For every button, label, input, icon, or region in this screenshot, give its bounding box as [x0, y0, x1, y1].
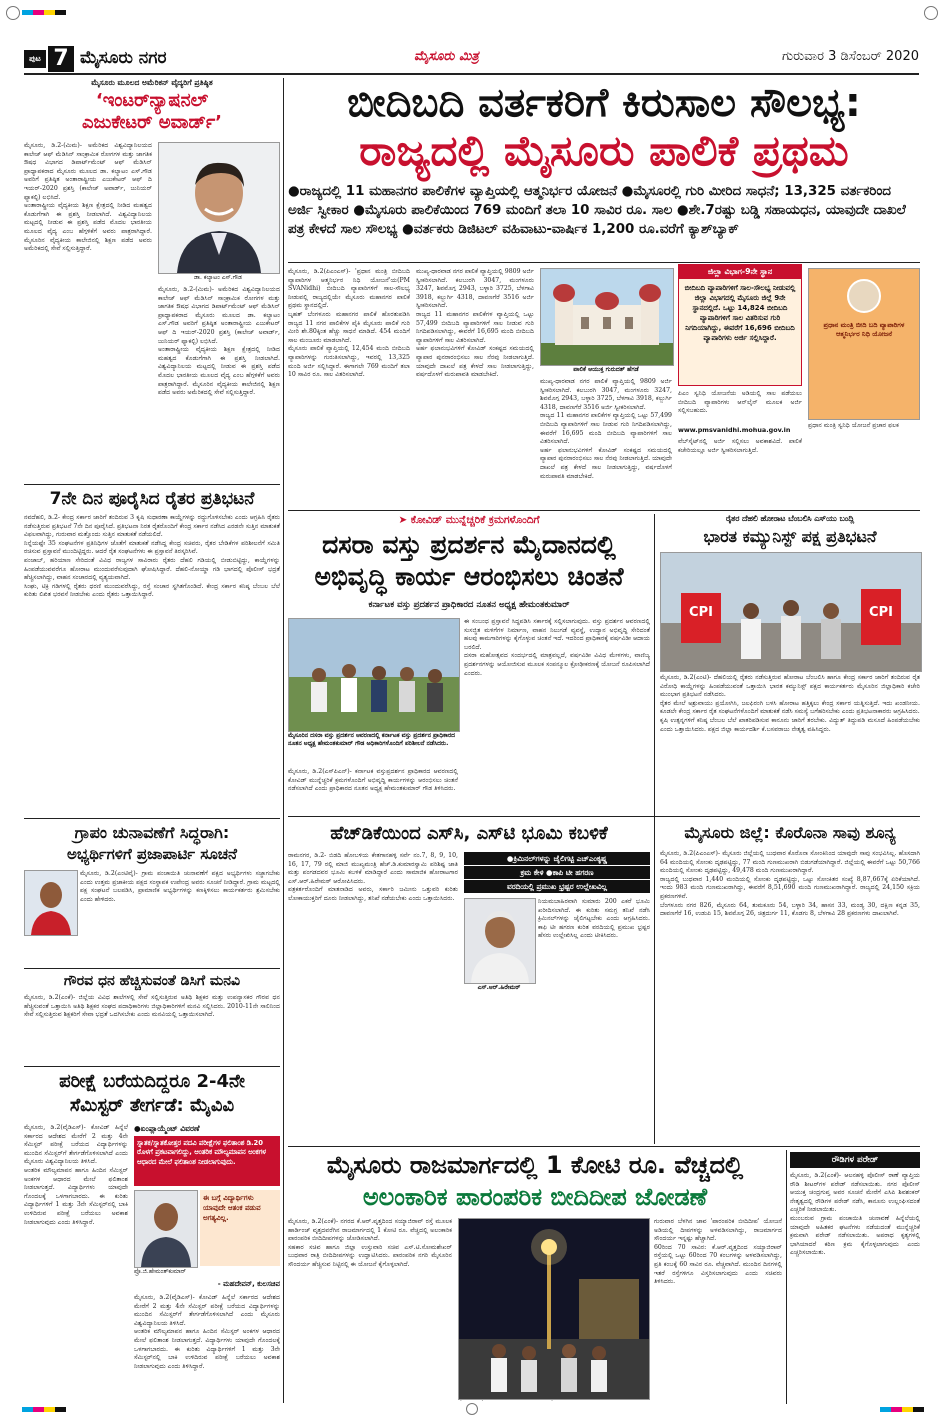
main-body-col1: ಮೈಸೂರು, ಡಿ.2(ಪಿಎಂಎಸ್)- 'ಪ್ರಧಾನ ಮಂತ್ರಿ ಬೀದಿಬದಿ ವ್ಯಾಪಾರಿಗಳ ಆತ್ಮನಿರ್ಭರ ನಿಧಿ ಯೋಜನೆ'ಯ(PM SVANidhi) ಬೀದಿಬದಿ ವ್ಯಾಪಾರಿಗಳಿಗೆ ಸಾಲ-ಸೌಲಭ್ಯ ನೀಡುವಲ್ಲಿ ರಾಜ್ಯದಲ್ಲಿಯೇ ಮೈಸೂರು ಮಹಾನಗರ ಪಾಲಿಕೆ ಪ್ರಥಮ ಸ್ಥಾನದಲ್ಲಿದೆ. ಬೃಹತ್ ಬೆಂಗಳೂರು ಮಹಾನಗರ ಪಾಲಿಕೆ ಹೊರತುಪಡಿಸಿ ರಾಜ್ಯದ 11 ನಗರ ಪಾಲಿಕೆಗಳ ಪೈಕಿ ಮೈಸೂರು ಪಾಲಿಕೆ ಗುರಿ ಮೀರಿ ಶೇ.80ಕ್ಕಿಂತ ಹೆಚ್ಚು ಸಾಧನೆ ಮಾಡಿದೆ. 454 ಮಂದಿಗೆ ಸಾಲ ಮಂಜೂರು ಮಾಡಲಾಗಿದೆ. ಮೈಸೂರು ಪಾಲಿಕೆ ವ್ಯಾಪ್ತಿಯಲ್ಲಿ 12,454 ಮಂದಿ ಬೀದಿಬದಿ ವ್ಯಾಪಾರಿಗಳನ್ನು ಗುರುತಿಸಲಾಗಿದ್ದು, ಇವರಲ್ಲಿ 13,325 ಮಂದಿ ಅರ್ಜಿ ಸಲ್ಲಿಸಿದ್ದಾರೆ. ಈಗಾಗಲೇ 769 ಮಂದಿಗೆ ತಲಾ 10 ಸಾವಿರ ರೂ. ಸಾಲ ವಿತರಿಸಲಾಗಿದೆ.: [288, 268, 410, 379]
main-body-col3: ಮುಖ್ಯ-ಧಾರವಾಡ ನಗರ ಪಾಲಿಕೆ ವ್ಯಾಪ್ತಿಯಲ್ಲಿ 9809 ಅರ್ಜಿ ಸ್ವೀಕರಿಸಲಾಗಿದೆ. ಕಲಬುರಗಿ 3047, ಮಂಗಳೂರು 3247, ಶಿವಮೊಗ್ಗ 2943, ಬಳ್ಳಾರಿ 3725, ಬೆಳಗಾವಿ 3918, ಕಲ್ಬುರ್ಗಿ 4318, ದಾವಣಗೆರೆ 3516 ಅರ್ಜಿ ಸ್ವೀಕರಿಸಲಾಗಿದೆ. ರಾಜ್ಯದ 11 ಮಹಾನಗರ ಪಾಲಿಕೆಗಳ ವ್ಯಾಪ್ತಿಯಲ್ಲಿ ಒಟ್ಟು 57,499 ಬೀದಿಬದಿ ವ್ಯಾಪಾರಿಗಳಿಗೆ ಸಾಲ ನೀಡುವ ಗುರಿ ನಿಗದಿಪಡಿಸಲಾಗಿದ್ದು, ಈವರೆಗೆ 16,695 ಮಂದಿ ಬೀದಿಬದಿ ವ್ಯಾಪಾರಿಗಳಿಗೆ ಸಾಲ ವಿತರಿಸಲಾಗಿದೆ. ಅರ್ಹ ಫಲಾನುಭವಿಗಳಿಗೆ ಕೋವಿಡ್ ಸಂಕಷ್ಟದ ಸಮಯದಲ್ಲಿ ವ್ಯಾಪಾರ ಪುನರಾರಂಭಿಸಲು ಸಾಲ ನೆರವು ನೀಡಲಾಗುತ್ತಿದೆ. ಯಾವುದೇ ದಾಖಲೆ ಪತ್ರ ಕೇಳದೆ ಸಾಲ ನೀಡಲಾಗುತ್ತಿದ್ದು, ವರ್ಷದೊಳಗೆ ಮರುಪಾವತಿ ಮಾಡಬೇಕಿದೆ.: [540, 378, 672, 480]
streetlight-body-col1: ಮೈಸೂರು, ಡಿ.2(ಎಂಕೆ)- ನಗರದ ಕೆ.ಆರ್.ವೃತ್ತದಿಂದ ಸಯ್ಯಾಜಿರಾವ್ ರಸ್ತೆ ಮೂಲಕ ಹಾರ್ಡಿಂಜ್ ವೃತ್ತದವರೆಗಿನ ರಾಜಮಾರ್ಗದಲ್ಲಿ 1 ಕೋಟಿ ರೂ. ವೆಚ್ಚದಲ್ಲಿ ಅಲಂಕಾರಿಕ ಪಾರಂಪರಿಕ ಬೀದಿದೀಪಗಳನ್ನು ಜೋಡಿಸಲಾಗಿದೆ. ಸಹಕಾರ ಸಚಿವ ಹಾಗೂ ಜಿಲ್ಲಾ ಉಸ್ತುವಾರಿ ಸಚಿವ ಎಸ್.ಟಿ.ಸೋಮಶೇಖರ್ ಬುಧವಾರ ರಾತ್ರಿ ಬೀದಿದೀಪಗಳನ್ನು ಉದ್ಘಾಟಿಸಿದರು. ಪಾರಂಪರಿಕ ನಗರಿ ಮೈಸೂರಿನ ಸೌಂದರ್ಯ ಹೆಚ್ಚಿಸುವ ನಿಟ್ಟಿನಲ್ಲಿ ಈ ಯೋಜನೆ ಕೈಗೊಳ್ಳಲಾಗಿದೆ.: [288, 1218, 452, 1268]
district-box: [678, 264, 802, 386]
registrar-photo: [134, 1190, 198, 1268]
cpi-body: ಮೈಸೂರು, ಡಿ.2(ಎಂಟಿ)- ದೆಹಲಿಯಲ್ಲಿ ರೈತರು ನಡೆಸುತ್ತಿರುವ ಹೋರಾಟ ಬೆಂಬಲಿಸಿ ಹಾಗೂ ಕೇಂದ್ರ ಸರ್ಕಾರ ಜಾರಿಗೆ ತಂದಿರುವ ರೈತ ವಿರೋಧಿ ಕಾಯ್ದೆಗಳನ್ನು ಹಿಂಪಡೆಯುವಂತೆ ಒತ್ತಾಯಿಸಿ ಭಾರತ ಕಮ್ಯುನಿಸ್ಟ್ ಪಕ್ಷದ ಕಾರ್ಯಕರ್ತರು ಮೈಸೂರಿನ ಜಿಲ್ಲಾಧಿಕಾರಿ ಕಚೇರಿ ಮುಂಭಾಗ ಪ್ರತಿಭಟನೆ ನಡೆಸಿದರು. ರೈತರ ಮೇಲೆ ಅಶ್ರುವಾಯು ಪ್ರಯೋಗಿಸಿ, ಜಲಫಿರಂಗಿ ಬಳಸಿ ಹೋರಾಟ ಹತ್ತಿಕ್ಕಲು ಕೇಂದ್ರ ಸರ್ಕಾರ ಯತ್ನಿಸುತ್ತಿದೆ. ಇದು ಖಂಡನೀಯ. ಕೂಡಲೇ ಕೇಂದ್ರ ಸರ್ಕಾರ ರೈತ ಸಂಘಟನೆಗಳೊಂದಿಗೆ ಮಾತುಕತೆ ನಡೆಸಿ ಸಮಸ್ಯೆ ಬಗೆಹರಿಸಬೇಕು ಎಂದು ಪ್ರತಿಭಟನಾಕಾರರು ಆಗ್ರಹಿಸಿದರು. ಕೃಷಿ ಉತ್ಪನ್ನಗಳಿಗೆ ಕನಿಷ್ಠ ಬೆಂಬಲ ಬೆಲೆ ಖಾತರಿಪಡಿಸುವ ಕಾನೂನು ಜಾರಿಗೆ ತರಬೇಕು. ವಿದ್ಯುತ್ ತಿದ್ದುಪಡಿ ಮಸೂದೆ ಹಿಂಪಡೆಯಬೇಕು ಎಂದು ಒತ್ತಾಯಿಸಿದರು. ಪಕ್ಷದ ಜಿಲ್ಲಾ ಕಾರ್ಯದರ್ಶಿ ಕೆ.ಬಸವರಾಜು ನೇತೃತ್ವ ವಹಿಸಿದ್ದರು.: [660, 674, 920, 733]
exam-sidebar-body: ಸ್ನಾತಕ/ಸ್ನಾತಕೋತ್ತರ ಪದವಿ ಪರೀಕ್ಷೆಗಳ ಫಲಿತಾಂಶ ಡಿ.20 ರೊಳಗೆ ಪ್ರಕಟವಾಗಲಿದ್ದು, ಆಂತರಿಕ ಮೌಲ್ಯಮಾಪನ ಅಂಕಗಳ ಆಧಾರದ ಮೇಲೆ ಫಲಿತಾಂಶ ನೀಡಲಾಗುವುದು.: [134, 1136, 280, 1186]
cpi-kicker: ರೈತರ ದೆಹಲಿ ಹೋರಾಟ ಬೆಂಬಲಿಸಿ ಎಸ್‌ಯು ಬಂದ್ಲಿ: [725, 514, 855, 523]
hiremath-photo: [464, 898, 536, 984]
streetlight-headline-line1: ಮೈಸೂರು ರಾಜಮಾರ್ಗದಲ್ಲಿ 1 ಕೋಟಿ ರೂ. ವೆಚ್ಚದಲ್ಲಿ: [326, 1151, 744, 1179]
covid-body: ಮೈಸೂರು, ಡಿ.2(ಪಿಎಂಎಸ್)- ಮೈಸೂರು ಜಿಲ್ಲೆಯಲ್ಲಿ ಬುಧವಾರ ಕೊರೊನಾ ಸೋಂಕಿನಿಂದ ಯಾವುದೇ ಸಾವು ಸಂಭವಿಸಿಲ್ಲ. ಹೊಸದಾಗಿ 64 ಮಂದಿಯಲ್ಲಿ ಸೋಂಕು ದೃಢಪಟ್ಟಿದ್ದು, 77 ಮಂದಿ ಗುಣಮುಖರಾಗಿ ಬಿಡುಗಡೆಯಾಗಿದ್ದಾರೆ. ಜಿಲ್ಲೆಯಲ್ಲಿ ಈವರೆಗೆ ಒಟ್ಟು 50,766 ಮಂದಿಯಲ್ಲಿ ಸೋಂಕು ದೃಢಪಟ್ಟಿದ್ದು, 49,478 ಮಂದಿ ಗುಣಮುಖರಾಗಿದ್ದಾರೆ. ರಾಜ್ಯದಲ್ಲಿ ಬುಧವಾರ 1,440 ಮಂದಿಯಲ್ಲಿ ಸೋಂಕು ದೃಢಪಟ್ಟಿದ್ದು, ಒಟ್ಟು ಸೋಂಕಿತರ ಸಂಖ್ಯೆ 8,87,667ಕ್ಕೆ ಏರಿಕೆಯಾಗಿದೆ. ಇಂದು 983 ಮಂದಿ ಗುಣಮುಖರಾಗಿದ್ದು, ಈವರೆಗೆ 8,51,690 ಮಂದಿ ಗುಣಮುಖರಾಗಿದ್ದಾರೆ. ರಾಜ್ಯದಲ್ಲಿ 24,150 ಸಕ್ರಿಯ ಪ್ರಕರಣಗಳಿವೆ. ಬೆಂಗಳೂರು ನಗರ 826, ಮೈಸೂರು 64, ತುಮಕೂರು 54, ಬಳ್ಳಾರಿ 34, ಹಾಸನ 33, ಮಂಡ್ಯ 30, ದಕ್ಷಿಣ ಕನ್ನಡ 35, ದಾವಣಗೆರೆ 16, ಉಡುಪಿ 15, ಶಿವಮೊಗ್ಗ 26, ಚಿತ್ರದುರ್ಗ 11, ಕೊಡಗು 8, ಬೆಳಗಾವಿ 28 ಪ್ರಕರಣಗಳು ದಾಖಲಾಗಿವೆ.: [660, 850, 920, 918]
cpi-banner-right: CPI: [869, 605, 893, 620]
honorarium-story: [24, 968, 280, 1064]
covid-headline: ಮೈಸೂರು ಜಿಲ್ಲೆ: ಕೊರೊನಾ ಸಾವು ಶೂನ್ಯ: [684, 823, 896, 842]
poster-photo: [808, 268, 920, 420]
column-divider-left: [283, 78, 284, 1403]
district-box-title: ಜಿಲ್ಲಾ ವಿಭಾಗ-9ನೇ ಸ್ಥಾನ: [679, 265, 801, 279]
gram-body: ಮೈಸೂರು, ಡಿ.2(ಎಂಟಿವೈ)- ಗ್ರಾಮ ಪಂಚಾಯಿತಿ ಚುನಾವಣೆಗೆ ಪಕ್ಷದ ಅಭ್ಯರ್ಥಿಗಳು ಸಜ್ಜಾಗಬೇಕು ಎಂದು ಉತ್ತಮ ಪ್ರಜಾಕೀಯ ಪಕ್ಷದ ಸಂಸ್ಥಾಪಕ ಉಪೇಂದ್ರ ಅವರು ಸೂಚನೆ ನೀಡಿದ್ದಾರೆ. ಗ್ರಾಮ ಮಟ್ಟದಲ್ಲಿ ಪಕ್ಷ ಸಂಘಟನೆ ಬಲಪಡಿಸಿ, ಪ್ರಾಮಾಣಿಕ ಅಭ್ಯರ್ಥಿಗಳನ್ನು ಕಣಕ್ಕಿಳಿಸಲು ಕಾರ್ಯಕರ್ತರು ಶ್ರಮಿಸಬೇಕು ಎಂದು ಹೇಳಿದರು.: [80, 870, 282, 903]
exam-headline-line1: ಪರೀಕ್ಷೆ ಬರೆಯದಿದ್ದರೂ 2-4ನೇ: [59, 1071, 245, 1092]
main-story-bottom-rule: [288, 510, 920, 511]
farmers-headline: 7ನೇ ದಿನ ಪೂರೈಸಿದ ರೈತರ ಪ್ರತಿಭಟನೆ: [49, 489, 255, 509]
farmers-top-rule: [24, 484, 280, 485]
main-highlights-rule: [288, 262, 920, 263]
doctor-portrait-image: [159, 143, 279, 273]
municipal-building-image: [541, 269, 673, 365]
award-photo: [158, 142, 280, 274]
poster-text: ಪ್ರಧಾನ ಮಂತ್ರಿ ಬೀದಿ ಬದಿ ವ್ಯಾಪಾರಿಗಳ ಆತ್ಮನಿರ್ಭರ ನಿಧಿ ಯೋಜನೆ: [823, 321, 905, 338]
streetlight-night-image: [459, 1219, 649, 1399]
gram-top-rule: [24, 818, 280, 819]
honorarium-top-rule: [24, 968, 280, 969]
gram-headline-line1: ಗ್ರಾಪಂ ಚುನಾವಣೆಗೆ ಸಿದ್ಧರಾಗಿ:: [74, 823, 230, 842]
poster-caption: ಪ್ರಧಾನ ಮಂತ್ರಿ ಸ್ವನಿಧಿ ಯೋಜನೆ ಪ್ರಚಾರ ಫಲಕ: [808, 422, 899, 429]
registrar-portrait-image: [135, 1191, 197, 1267]
honorarium-body: ಮೈಸೂರು, ಡಿ.2(ಎಂಕೆ)- ಜಿಲ್ಲೆಯ ವಿವಿಧ ಶಾಲೆಗಳಲ್ಲಿ ಸೇವೆ ಸಲ್ಲಿಸುತ್ತಿರುವ ಅತಿಥಿ ಶಿಕ್ಷಕರ ಮತ್ತು ಉಪನ್ಯಾಸಕರ ಗೌರವ ಧನ ಹೆಚ್ಚಿಸುವಂತೆ ಒತ್ತಾಯಿಸಿ ಅತಿಥಿ ಶಿಕ್ಷಕರ ಸಂಘದ ಪದಾಧಿಕಾರಿಗಳು ಜಿಲ್ಲಾಧಿಕಾರಿಗಳಿಗೆ ಮನವಿ ಸಲ್ಲಿಸಿದರು. 2010-11ನೇ ಸಾಲಿನಿಂದ ಸೇವೆ ಸಲ್ಲಿಸುತ್ತಿರುವ ಶಿಕ್ಷಕರಿಗೆ ಸೇವಾ ಭದ್ರತೆ ಒದಗಿಸಬೇಕು ಎಂದು ಮನವಿಯಲ್ಲಿ ಒತ್ತಾಯಿಸಲಾಗಿದೆ.: [24, 994, 282, 1019]
rowdy-body: ಮೈಸೂರು, ಡಿ.2(ಎಂಕೆ)- ಆಲನಹಳ್ಳಿ ಪೊಲೀಸ್ ಠಾಣೆ ವ್ಯಾಪ್ತಿಯ ರೌಡಿ ಶೀಟರ್‌ಗಳ ಪರೇಡ್ ನಡೆಸಲಾಯಿತು. ನಗರ ಪೊಲೀಸ್ ಆಯುಕ್ತ ಚಂದ್ರಗುಪ್ತ ಅವರ ಸೂಚನೆ ಮೇರೆಗೆ ಎಸಿಪಿ ಶಿವಶಂಕರ್ ನೇತೃತ್ವದಲ್ಲಿ ರೌಡಿಗಳ ಪರೇಡ್ ನಡೆಸಿ, ಕಾನೂನು ಉಲ್ಲಂಘಿಸದಂತೆ ಎಚ್ಚರಿಕೆ ನೀಡಲಾಯಿತು. ಮುಂಬರುವ ಗ್ರಾಮ ಪಂಚಾಯಿತಿ ಚುನಾವಣೆ ಹಿನ್ನೆಲೆಯಲ್ಲಿ ಯಾವುದೇ ಅಹಿತಕರ ಘಟನೆಗಳು ನಡೆಯದಂತೆ ಮುನ್ನೆಚ್ಚರಿಕೆ ಕ್ರಮವಾಗಿ ಪರೇಡ್ ನಡೆಸಲಾಯಿತು. ಅಪರಾಧ ಕೃತ್ಯಗಳಲ್ಲಿ ಭಾಗಿಯಾದರೆ ಕಠಿಣ ಕ್ರಮ ಕೈಗೊಳ್ಳಲಾಗುವುದು ಎಂದು ಎಚ್ಚರಿಸಲಾಯಿತು.: [790, 1172, 920, 1257]
dasara-headline-line2: ಅಭಿವೃದ್ಧಿ ಕಾರ್ಯ ಆರಂಭಿಸಲು ಚಿಂತನೆ: [314, 562, 624, 591]
streetlight-photo-caption: [458, 1400, 648, 1401]
paper-name: ಮೈಸೂರು ಮಿತ್ರ: [414, 49, 479, 64]
dasara-headline-line1: ದಸರಾ ವಸ್ತು ಪ್ರದರ್ಶನ ಮೈದಾನದಲ್ಲಿ: [322, 530, 616, 559]
district-box-body: ಬೀದಿಬದಿ ವ್ಯಾಪಾರಿಗಳಿಗೆ ಸಾಲ-ಸೌಲಭ್ಯ ನೀಡುವಲ್ಲಿ ಜಿಲ್ಲಾ ವಿಭಾಗದಲ್ಲಿ ಮೈಸೂರು ಜಿಲ್ಲೆ 9ನೇ ಸ್ಥಾನದಲ್ಲಿದೆ. ಒಟ್ಟು 14,824 ಬೀದಿಬದಿ ವ್ಯಾಪಾರಿಗಳಿಗೆ ಸಾಲ ವಿತರಿಸುವ ಗುರಿ ನಿಗದಿಯಾಗಿದ್ದು, ಈವರೆಗೆ 16,696 ಬೀದಿಬದಿ ವ್ಯಾಪಾರಿಗಳು ಅರ್ಜಿ ಸಲ್ಲಿಸಿದ್ದಾರೆ.: [684, 284, 796, 342]
exam-body-continued: ಮೈಸೂರು, ಡಿ.2(ವೈಡಿಎಸ್)- ಕೋವಿಡ್ ಹಿನ್ನೆಲೆ ಸರ್ಕಾರದ ಆದೇಶದ ಮೇರೆಗೆ 2 ಮತ್ತು 4ನೇ ಸೆಮಿಸ್ಟರ್ ಪರೀಕ್ಷೆ ಬರೆಯದ ವಿದ್ಯಾರ್ಥಿಗಳನ್ನು ಮುಂದಿನ ಸೆಮಿಸ್ಟರ್‌ಗೆ ತೇರ್ಗಡೆಗೊಳಿಸಲಾಗಿದೆ ಎಂದು ಮೈಸೂರು ವಿಶ್ವವಿದ್ಯಾನಿಲಯ ತಿಳಿಸಿದೆ. ಆಂತರಿಕ ಮೌಲ್ಯಮಾಪನ ಹಾಗೂ ಹಿಂದಿನ ಸೆಮಿಸ್ಟರ್ ಅಂಕಗಳ ಆಧಾರದ ಮೇಲೆ ಫಲಿತಾಂಶ ನೀಡಲಾಗುತ್ತದೆ. ವಿದ್ಯಾರ್ಥಿಗಳು ಯಾವುದೇ ಗೊಂದಲಕ್ಕೆ ಒಳಗಾಗಬಾರದು. ಈ ಕುರಿತು ವಿದ್ಯಾರ್ಥಿಗಳಿಗೆ 1 ಮತ್ತು 3ನೇ ಸೆಮಿಸ್ಟರ್‌ನಲ್ಲಿ ಬಾಕಿ ಉಳಿದಿರುವ ಪರೀಕ್ಷೆ ಬರೆಯಲು ಅವಕಾಶ ನೀಡಲಾಗುವುದು ಎಂದು ತಿಳಿಸಿದ್ದಾರೆ.: [134, 1294, 280, 1370]
registration-mark-bottom-center: [466, 1403, 478, 1415]
dasara-bottom-rule: [288, 816, 920, 817]
main-headline-line1: ಬೀದಿಬದಿ ವರ್ತಕರಿಗೆ ಕಿರುಸಾಲ ಸೌಲಭ್ಯ:: [347, 80, 861, 126]
award-story: [24, 78, 280, 480]
color-bar-bottom-left: [22, 1407, 66, 1412]
hdk-box-2: ಕ್ರಮ ಕೇಳಿ ●ಕಾಪಿ ಟೀ ಹಗರಣ: [464, 866, 650, 879]
poster-portrait-icon: [847, 279, 881, 313]
hdk-box-1: ●ಕ್ರಿಮಿನಲ್‌ಗಳನ್ನು ಜೈಲಿಗಟ್ಟಿ ಎಚ್‌ಎಂಕೃಷ್ಣ: [464, 852, 650, 865]
registration-mark-top-right: [924, 6, 938, 20]
masthead-rule: [24, 73, 919, 75]
dasara-body-left: ಮೈಸೂರು, ಡಿ.2(ಎಸ್‌ಪಿಎನ್)- ಕರ್ನಾಟಕ ವಸ್ತುಪ್ರದರ್ಶನ ಪ್ರಾಧಿಕಾರದ ಆವರಣದಲ್ಲಿ ಕೋವಿಡ್ ಮುನ್ನೆಚ್ಚರಿಕೆ ಕ್ರಮಗಳೊಂದಿಗೆ ಅಭಿವೃದ್ಧಿ ಕಾರ್ಯಗಳನ್ನು ಆರಂಭಿಸಲು ಚಿಂತನೆ ನಡೆಸಲಾಗಿದೆ ಎಂದು ಪ್ರಾಧಿಕಾರದ ನೂತನ ಅಧ್ಯಕ್ಷ ಹೇಮಂತಕುಮಾರ್ ಗೌಡ ತಿಳಿಸಿದರು.: [288, 768, 460, 793]
main-right-text: ಪಿಎಂ ಸ್ವನಿಧಿ ಯೋಜನೆಯ ಅಡಿಯಲ್ಲಿ ಸಾಲ ಪಡೆಯಲು ಬೀದಿಬದಿ ವ್ಯಾಪಾರಿಗಳು ಆನ್‌ಲೈನ್ ಮೂಲಕ ಅರ್ಜಿ ಸಲ್ಲಿಸಬಹುದು.: [678, 390, 804, 415]
award-body-continued: ಮೈಸೂರು, ಡಿ.2-(ಮಿಮ)- ಅಮೆರಿಕದ ವಿಶ್ವವಿದ್ಯಾನಿಲಯದ ಕಾಲೇಜ್ ಆಫ್ ಮೆಡಿಸಿನ್ ಸಾಂಕ್ರಾಮಿಕ ರೋಗಗಳ ಮತ್ತು ಜಾಗತಿಕ ಔಷಧ ವಿಭಾಗದ ಡಿಪಾರ್ಟ್‌ಮೆಂಟ್ ಆಫ್ ಮೆಡಿಸಿನ್ ಪ್ರಾಧ್ಯಾಪಕರಾದ ಮೈಸೂರು ಮೂಲದ ಡಾ. ಕಲ್ಯಾಟಂ ಎಸ್.ಗೌಡ ಅವರಿಗೆ ಪ್ರತಿಷ್ಠಿತ ಅಂತಾರಾಷ್ಟ್ರೀಯ ಎಜುಕೇಟರ್ ಆಫ್ ದಿ ಇಯರ್-2020 ಪ್ರಶಸ್ತಿ (ಕಾಲೇಜ್ ಅವಾರ್ಡ್, ಜುನಿಯರ್ ಫ್ಯಾಕಲ್ಟಿ) ಲಭಿಸಿದೆ. ಅಂತಾರಾಷ್ಟ್ರೀಯ ವೈದ್ಯಕೀಯ ಶಿಕ್ಷಣ ಕ್ಷೇತ್ರದಲ್ಲಿ ನೀಡಿದ ಮಹತ್ವದ ಕೊಡುಗೆಗಾಗಿ ಈ ಪ್ರಶಸ್ತಿ ನೀಡಲಾಗಿದೆ. ವಿಶ್ವವಿದ್ಯಾನಿಲಯ ಮಟ್ಟದಲ್ಲಿ ನೀಡುವ ಈ ಪ್ರಶಸ್ತಿ ಪಡೆದ ಮೊದಲ ಭಾರತೀಯ ಮೂಲದ ವೈದ್ಯ ಎಂಬ ಹೆಗ್ಗಳಿಕೆಗೆ ಅವರು ಪಾತ್ರರಾಗಿದ್ದಾರೆ. ಮೈಸೂರಿನ ವೈದ್ಯಕೀಯ ಕಾಲೇಜಿನಲ್ಲಿ ಶಿಕ್ಷಣ ಪಡೆದ ಅವರು ಅಮೆರಿಕದಲ್ಲಿ ಸೇವೆ ಸಲ್ಲಿಸುತ್ತಿದ್ದಾರೆ.: [158, 286, 280, 397]
award-headline-line2: ಎಜುಕೇಟರ್ ಅವಾರ್ಡ್’: [82, 112, 222, 133]
registration-mark-top-left: [6, 6, 20, 20]
main-right-text2: ವೆಬ್‌ಸೈಟ್‌ನಲ್ಲಿ ಅರ್ಜಿ ಸಲ್ಲಿಸಲು ಅವಕಾಶವಿದೆ. ಪಾಲಿಕೆ ಕಚೇರಿಯಲ್ಲೂ ಅರ್ಜಿ ಸ್ವೀಕರಿಸಲಾಗುತ್ತಿದೆ.: [678, 438, 804, 454]
exam-signature: - ಮಹದೇವನ್, ಕುಲಸಚಿವ: [217, 1280, 280, 1288]
farmers-story: [24, 484, 280, 814]
municipal-building-photo: [540, 268, 674, 366]
award-kicker: ಮೈಸೂರು ಮೂಲದ ಅಮೆರಿಕನ್ ವೈದ್ಯರಿಗೆ ಪ್ರತಿಷ್ಠಿತ: [91, 78, 213, 87]
color-bar-top-left: [22, 10, 66, 15]
hiremath-portrait-image: [465, 899, 535, 983]
hiremath-photo-caption: ಎಸ್.ಆರ್.ಹಿರೇಮಠ್: [477, 984, 521, 991]
exam-top-rule: [24, 1066, 280, 1067]
dasara-body-right: ಈ ಸಂಬಂಧ ಪ್ರಸ್ತಾವನೆ ಸಿದ್ಧಪಡಿಸಿ ಸರ್ಕಾರಕ್ಕೆ ಸಲ್ಲಿಸಲಾಗುವುದು. ವಸ್ತು ಪ್ರದರ್ಶನ ಆವರಣದಲ್ಲಿ ಸುಸಜ್ಜಿತ ಮಳಿಗೆಗಳ ನಿರ್ಮಾಣ, ವಾಹನ ನಿಲುಗಡೆ ವ್ಯವಸ್ಥೆ, ಉದ್ಯಾನ ಅಭಿವೃದ್ಧಿ ಸೇರಿದಂತೆ ಹಲವು ಕಾಮಗಾರಿಗಳನ್ನು ಕೈಗೊಳ್ಳುವ ಚಿಂತನೆ ಇದೆ. ಇದರಿಂದ ಪ್ರಾಧಿಕಾರಕ್ಕೆ ವರ್ಷವಿಡೀ ಆದಾಯ ಬರಲಿದೆ. ದಸರಾ ಮಹೋತ್ಸವದ ಸಂದರ್ಭದಲ್ಲಿ ಮಾತ್ರವಲ್ಲದೆ, ವರ್ಷವಿಡೀ ವಿವಿಧ ಮೇಳಗಳು, ವಾಣಿಜ್ಯ ಪ್ರದರ್ಶನಗಳನ್ನು ಆಯೋಜಿಸುವ ಮೂಲಕ ಸಂಪನ್ಮೂಲ ಕ್ರೋಢೀಕರಣಕ್ಕೆ ಯೋಜನೆ ರೂಪಿಸಲಾಗಿದೆ ಎಂದರು.: [464, 618, 650, 677]
page-number: 7: [48, 46, 74, 72]
hdk-body-right: ನಿಯಮಬಾಹಿರವಾಗಿ ಸುಮಾರು 200 ಎಕರೆ ಭೂಮಿ ಖರೀದಿಸಲಾಗಿದೆ. ಈ ಕುರಿತು ಸಮಗ್ರ ತನಿಖೆ ನಡೆಸಿ ಕ್ರಿಮಿನಲ್‌ಗಳನ್ನು ಜೈಲಿಗಟ್ಟಬೇಕು ಎಂದು ಆಗ್ರಹಿಸಿದರು. ಕಾಫಿ ಟೀ ಹಗರಣ ಕುರಿತ ವರದಿಯಲ್ಲಿ ಪ್ರಮುಖ ಭ್ರಷ್ಟರ ಹೆಸರು ಉಲ್ಲೇಖಿಸಿಲ್ಲ ಎಂದು ಟೀಕಿಸಿದರು.: [538, 898, 652, 940]
edition-badge: ಪುಟ: [24, 50, 46, 68]
award-headline-line1: ‘ಇಂಟರ್‌ನ್ಯಾಷನಲ್: [95, 90, 209, 111]
dasara-photo: [288, 618, 460, 732]
exam-sidebar-title: ●ಏಂಪ್ಲಾಯ್ಮೆಂಟ್ ವಿವರಣೆ: [134, 1124, 200, 1133]
dasara-story: [288, 514, 650, 814]
rowdy-headline: ರೌಡಿಗಳ ಪರೇಡ್: [790, 1152, 920, 1168]
website-url: www.pmsvanidhi.mohua.gov.in: [678, 426, 791, 434]
exam-headline-line2: ಸೆಮಿಸ್ಟರ್ ತೇರ್ಗಡೆ: ಮೈವಿವಿ: [69, 1095, 235, 1116]
hdk-body-left: ರಾಮನಗರ, ಡಿ.2- ಬಿಡದಿ ಹೋಬಳಿಯ ಕೇತಗಾನಹಳ್ಳಿ ಸರ್ವೆ ನಂ.7, 8, 9, 10, 16, 17, 79 ರಲ್ಲಿ ಮಾಜಿ ಮುಖ್ಯಮಂತ್ರಿ ಹೆಚ್.ಡಿ.ಕುಮಾರಸ್ವಾಮಿ ಪರಿಶಿಷ್ಟ ಜಾತಿ ಮತ್ತು ಪಂಗಡದವರ ಭೂಮಿ ಕಬಳಿಕೆ ಮಾಡಿದ್ದಾರೆ ಎಂದು ಸಾಮಾಜಿಕ ಹೋರಾಟಗಾರ ಎಸ್.ಆರ್.ಹಿರೇಮಠ್ ಆರೋಪಿಸಿದರು. ಪತ್ರಕರ್ತರೊಂದಿಗೆ ಮಾತನಾಡಿದ ಅವರು, ಸರ್ಕಾರಿ ಜಮೀನು ಒತ್ತುವರಿ ಕುರಿತು ಲೋಕಾಯುಕ್ತರಿಗೆ ದೂರು ನೀಡಲಾಗಿದ್ದು, ತನಿಖೆ ನಡೆಯಬೇಕು ಎಂದು ಒತ್ತಾಯಿಸಿದರು.: [288, 852, 458, 902]
upendra-photo: [24, 870, 78, 936]
rowdy-story: [790, 1150, 920, 1404]
color-bar-bottom-right: [880, 1407, 924, 1412]
honorarium-headline: ಗೌರವ ಧನ ಹೆಚ್ಚಿಸುವಂತೆ ಡಿಸಿಗೆ ಮನವಿ: [63, 973, 241, 989]
exam-body: ಮೈಸೂರು, ಡಿ.2(ವೈಡಿಎಸ್)- ಕೋವಿಡ್ ಹಿನ್ನೆಲೆ ಸರ್ಕಾರದ ಆದೇಶದ ಮೇರೆಗೆ 2 ಮತ್ತು 4ನೇ ಸೆಮಿಸ್ಟರ್ ಪರೀಕ್ಷೆ ಬರೆಯದ ವಿದ್ಯಾರ್ಥಿಗಳನ್ನು ಮುಂದಿನ ಸೆಮಿಸ್ಟರ್‌ಗೆ ತೇರ್ಗಡೆಗೊಳಿಸಲಾಗಿದೆ ಎಂದು ಮೈಸೂರು ವಿಶ್ವವಿದ್ಯಾನಿಲಯ ತಿಳಿಸಿದೆ. ಆಂತರಿಕ ಮೌಲ್ಯಮಾಪನ ಹಾಗೂ ಹಿಂದಿನ ಸೆಮಿಸ್ಟರ್ ಅಂಕಗಳ ಆಧಾರದ ಮೇಲೆ ಫಲಿತಾಂಶ ನೀಡಲಾಗುತ್ತದೆ. ವಿದ್ಯಾರ್ಥಿಗಳು ಯಾವುದೇ ಗೊಂದಲಕ್ಕೆ ಒಳಗಾಗಬಾರದು. ಈ ಕುರಿತು ವಿದ್ಯಾರ್ಥಿಗಳಿಗೆ 1 ಮತ್ತು 3ನೇ ಸೆಮಿಸ್ಟರ್‌ನಲ್ಲಿ ಬಾಕಿ ಉಳಿದಿರುವ ಪರೀಕ್ಷೆ ಬರೆಯಲು ಅವಕಾಶ ನೀಡಲಾಗುವುದು ಎಂದು ತಿಳಿಸಿದ್ದಾರೆ.: [24, 1124, 128, 1226]
registrar-photo-caption: ಪ್ರೊ.ಜಿ.ಹೇಮಂತ್‌ಕುಮಾರ್: [134, 1268, 186, 1275]
exam-quote: ಈ ಬಗ್ಗೆ ವಿದ್ಯಾರ್ಥಿಗಳು ಯಾವುದೇ ಆತಂಕ ಪಡುವ ಅಗತ್ಯವಿಲ್ಲ.: [200, 1190, 280, 1266]
column-divider-right: [654, 514, 655, 1144]
award-body: ಮೈಸೂರು, ಡಿ.2-(ಮಿಮ)- ಅಮೆರಿಕದ ವಿಶ್ವವಿದ್ಯಾನಿಲಯದ ಕಾಲೇಜ್ ಆಫ್ ಮೆಡಿಸಿನ್ ಸಾಂಕ್ರಾಮಿಕ ರೋಗಗಳ ಮತ್ತು ಜಾಗತಿಕ ಔಷಧ ವಿಭಾಗದ ಡಿಪಾರ್ಟ್‌ಮೆಂಟ್ ಆಫ್ ಮೆಡಿಸಿನ್ ಪ್ರಾಧ್ಯಾಪಕರಾದ ಮೈಸೂರು ಮೂಲದ ಡಾ. ಕಲ್ಯಾಟಂ ಎಸ್.ಗೌಡ ಅವರಿಗೆ ಪ್ರತಿಷ್ಠಿತ ಅಂತಾರಾಷ್ಟ್ರೀಯ ಎಜುಕೇಟರ್ ಆಫ್ ದಿ ಇಯರ್-2020 ಪ್ರಶಸ್ತಿ (ಕಾಲೇಜ್ ಅವಾರ್ಡ್, ಜುನಿಯರ್ ಫ್ಯಾಕಲ್ಟಿ) ಲಭಿಸಿದೆ. ಅಂತಾರಾಷ್ಟ್ರೀಯ ವೈದ್ಯಕೀಯ ಶಿಕ್ಷಣ ಕ್ಷೇತ್ರದಲ್ಲಿ ನೀಡಿದ ಮಹತ್ವದ ಕೊಡುಗೆಗಾಗಿ ಈ ಪ್ರಶಸ್ತಿ ನೀಡಲಾಗಿದೆ. ವಿಶ್ವವಿದ್ಯಾನಿಲಯ ಮಟ್ಟದಲ್ಲಿ ನೀಡುವ ಈ ಪ್ರಶಸ್ತಿ ಪಡೆದ ಮೊದಲ ಭಾರತೀಯ ಮೂಲದ ವೈದ್ಯ ಎಂಬ ಹೆಗ್ಗಳಿಕೆಗೆ ಅವರು ಪಾತ್ರರಾಗಿದ್ದಾರೆ. ಮೈಸೂರಿನ ವೈದ್ಯಕೀಯ ಕಾಲೇಜಿನಲ್ಲಿ ಶಿಕ್ಷಣ ಪಡೆದ ಅವರು ಅಮೆರಿಕದಲ್ಲಿ ಸೇವೆ ಸಲ್ಲಿಸುತ್ತಿದ್ದಾರೆ.: [24, 142, 152, 253]
award-photo-caption: ಡಾ. ಕಲ್ಯಾಟಂ ಎಸ್.ಗೌಡ: [194, 274, 242, 281]
streetlight-story: [288, 1150, 782, 1404]
main-headline-line2: ರಾಜ್ಯದಲ್ಲಿ ಮೈಸೂರು ಪಾಲಿಕೆ ಪ್ರಥಮ: [359, 126, 849, 175]
main-story: [288, 78, 920, 508]
rowdy-divider: [786, 1150, 787, 1404]
covid-story: [660, 820, 920, 1142]
hdk-headline: ಹೆಚ್‌ಡಿಕೆಯಿಂದ ಎಸ್‌ಸಿ, ಎಸ್‌ಟಿ ಭೂಮಿ ಕಬಳಿಕೆ: [330, 823, 608, 844]
streetlight-photo: [458, 1218, 650, 1400]
streetlight-headline-line2: ಅಲಂಕಾರಿಕ ಪಾರಂಪರಿಕ ಬೀದಿದೀಪ ಜೋಡಣೆ: [362, 1183, 708, 1211]
cpi-story: [660, 514, 920, 814]
masthead: [24, 46, 919, 72]
upendra-portrait-image: [25, 871, 77, 935]
farmers-body: ನವದೆಹಲಿ, ಡಿ.2- ಕೇಂದ್ರ ಸರ್ಕಾರ ಜಾರಿಗೆ ತಂದಿರುವ 3 ಕೃಷಿ ಸುಧಾರಣಾ ಕಾಯ್ದೆಗಳನ್ನು ರದ್ದುಗೊಳಿಸಬೇಕು ಎಂದು ಆಗ್ರಹಿಸಿ ರೈತರು ನಡೆಸುತ್ತಿರುವ ಪ್ರತಿಭಟನೆ 7ನೇ ದಿನ ಪೂರೈಸಿದೆ. ಪ್ರತಿಭಟನಾ ನಿರತ ರೈತರೊಂದಿಗೆ ಕೇಂದ್ರ ಸರ್ಕಾರ ನಡೆಸಿದ ಎರಡನೇ ಸುತ್ತಿನ ಮಾತುಕತೆ ವಿಫಲವಾಗಿದ್ದು, ಗುರುವಾರ ಮತ್ತೊಂದು ಸುತ್ತಿನ ಮಾತುಕತೆ ನಡೆಯಲಿದೆ. ನಿನ್ನೆಯಷ್ಟೇ 35 ಸಂಘಟನೆಗಳ ಪ್ರತಿನಿಧಿಗಳ ಜೊತೆಗೆ ಮಾತುಕತೆ ನಡೆಸಿದ್ದ ಕೇಂದ್ರ ಸಚಿವರು, ರೈತರ ಬೇಡಿಕೆಗಳ ಪರಿಶೀಲನೆಗೆ ಸಮಿತಿ ರಚಿಸುವ ಪ್ರಸ್ತಾವನೆ ಮುಂದಿಟ್ಟಿದ್ದರು. ಆದರೆ ರೈತ ಸಂಘಟನೆಗಳು ಈ ಪ್ರಸ್ತಾವನೆ ತಿರಸ್ಕರಿಸಿವೆ. ಪಂಜಾಬ್, ಹರಿಯಾಣ ಸೇರಿದಂತೆ ವಿವಿಧ ರಾಜ್ಯಗಳ ಸಾವಿರಾರು ರೈತರು ದೆಹಲಿ ಗಡಿಯಲ್ಲಿ ಬೀಡುಬಿಟ್ಟಿದ್ದು, ಕಾಯ್ದೆಗಳನ್ನು ಹಿಂಪಡೆಯುವವರೆಗೂ ಹೋರಾಟ ಮುಂದುವರೆಸುವುದಾಗಿ ಘೋಷಿಸಿದ್ದಾರೆ. ದೆಹಲಿ-ನೋಯ್ಡಾ ಗಡಿ ಭಾಗದಲ್ಲಿ ಪೊಲೀಸ್ ಭದ್ರತೆ ಹೆಚ್ಚಿಸಲಾಗಿದ್ದು, ವಾಹನ ಸಂಚಾರದಲ್ಲಿ ವ್ಯತ್ಯಯವಾಗಿದೆ. ಸಿಂಘು, ಟಿಕ್ರಿ ಗಡಿಗಳಲ್ಲಿ ರೈತರು ಧರಣಿ ಮುಂದುವರೆಸಿದ್ದು, ರಸ್ತೆ ಸಂಚಾರ ಸ್ಥಗಿತಗೊಂಡಿದೆ. ಕೇಂದ್ರ ಸರ್ಕಾರ ಕನಿಷ್ಠ ಬೆಂಬಲ ಬೆಲೆ ಕುರಿತು ಲಿಖಿತ ಭರವಸೆ ನೀಡಬೇಕು ಎಂದು ರೈತರು ಒತ್ತಾಯಿಸಿದ್ದಾರೆ.: [24, 514, 280, 599]
main-highlights: ●ರಾಜ್ಯದಲ್ಲಿ 11 ಮಹಾನಗರ ಪಾಲಿಕೆಗಳ ವ್ಯಾಪ್ತಿಯಲ್ಲಿ ಆತ್ಮನಿರ್ಭರ ಯೋಜನೆ ●ಮೈಸೂರಲ್ಲಿ ಗುರಿ ಮೀರಿದ ಸಾಧನೆ; 13,325 ವರ್ತಕರಿಂದ ಅರ್ಜಿ ಸ್ವೀಕಾರ ●ಮೈಸೂರು ಪಾಲಿಕೆಯಿಂದ 769 ಮಂದಿಗೆ ತಲಾ 10 ಸಾವಿರ ರೂ. ಸಾಲ ●ಶೇ.7ರಷ್ಟು ಬಡ್ಡಿ ಸಹಾಯಧನ, ಯಾವುದೇ ದಾಖಲೆ ಪತ್ರ ಕೇಳದೆ ಸಾಲ ಸೌಲಭ್ಯ ●ವರ್ತಕರು ಡಿಜಿಟಲ್ ವಹಿವಾಟು-ವಾರ್ಷಿಕ 1,200 ರೂ.ವರೆಗೆ ಕ್ಯಾಶ್‌ಬ್ಯಾಕ್: [288, 184, 906, 237]
dasara-subhead: ಕರ್ನಾಟಕ ವಸ್ತು ಪ್ರದರ್ಶನ ಪ್ರಾಧಿಕಾರದ ನೂತನ ಅಧ್ಯಕ್ಷ ಹೇಮಂತಕುಮಾರ್: [368, 600, 570, 610]
cpi-headline: ಭಾರತ ಕಮ್ಯುನಿಸ್ಟ್ ಪಕ್ಷ ಪ್ರತಿಭಟನೆ: [703, 527, 877, 546]
streetlight-body-col2: ಗುರುವಾರ ಬೆಳಗಿನ ಜಾವ 'ಪಾರಂಪರಿಕ ಬೀದಿದೀಪ' ಯೋಜನೆ ಅಡಿಯಲ್ಲಿ ದೀಪಗಳನ್ನು ಅಳವಡಿಸಲಾಗಿದ್ದು, ರಾಜಮಾರ್ಗದ ಸೌಂದರ್ಯ ಇನ್ನಷ್ಟು ಹೆಚ್ಚಾಗಿದೆ. 60ರಿಂದ 70 ಸಾವಿರ: ಕೆ.ಆರ್.ವೃತ್ತದಿಂದ ಸಯ್ಯಾಜಿರಾವ್ ರಸ್ತೆಯಲ್ಲಿ ಒಟ್ಟು 60ರಿಂದ 70 ಕಂಬಗಳನ್ನು ಅಳವಡಿಸಲಾಗಿದ್ದು, ಪ್ರತಿ ಕಂಬಕ್ಕೆ 60 ಸಾವಿರ ರೂ. ವೆಚ್ಚವಾಗಿದೆ. ಮುಂದಿನ ದಿನಗಳಲ್ಲಿ ಇತರೆ ರಸ್ತೆಗಳಿಗೂ ವಿಸ್ತರಿಸಲಾಗುವುದು ಎಂದು ಸಚಿವರು ತಿಳಿಸಿದರು.: [654, 1218, 782, 1286]
gram-headline-line2: ಅಭ್ಯರ್ಥಿಗಳಿಗೆ ಪ್ರಜಾಪಾರ್ಟಿ ಸೂಚನೆ: [67, 845, 237, 863]
exam-story: [24, 1066, 280, 1404]
main-body-col2: ಮುಖ್ಯ-ಧಾರವಾಡ ನಗರ ಪಾಲಿಕೆ ವ್ಯಾಪ್ತಿಯಲ್ಲಿ 9809 ಅರ್ಜಿ ಸ್ವೀಕರಿಸಲಾಗಿದೆ. ಕಲಬುರಗಿ 3047, ಮಂಗಳೂರು 3247, ಶಿವಮೊಗ್ಗ 2943, ಬಳ್ಳಾರಿ 3725, ಬೆಳಗಾವಿ 3918, ಕಲ್ಬುರ್ಗಿ 4318, ದಾವಣಗೆರೆ 3516 ಅರ್ಜಿ ಸ್ವೀಕರಿಸಲಾಗಿದೆ. ರಾಜ್ಯದ 11 ಮಹಾನಗರ ಪಾಲಿಕೆಗಳ ವ್ಯಾಪ್ತಿಯಲ್ಲಿ ಒಟ್ಟು 57,499 ಬೀದಿಬದಿ ವ್ಯಾಪಾರಿಗಳಿಗೆ ಸಾಲ ನೀಡುವ ಗುರಿ ನಿಗದಿಪಡಿಸಲಾಗಿದ್ದು, ಈವರೆಗೆ 16,695 ಮಂದಿ ಬೀದಿಬದಿ ವ್ಯಾಪಾರಿಗಳಿಗೆ ಸಾಲ ವಿತರಿಸಲಾಗಿದೆ. ಅರ್ಹ ಫಲಾನುಭವಿಗಳಿಗೆ ಕೋವಿಡ್ ಸಂಕಷ್ಟದ ಸಮಯದಲ್ಲಿ ವ್ಯಾಪಾರ ಪುನರಾರಂಭಿಸಲು ಸಾಲ ನೆರವು ನೀಡಲಾಗುತ್ತಿದೆ. ಯಾವುದೇ ದಾಖಲೆ ಪತ್ರ ಕೇಳದೆ ಸಾಲ ನೀಡಲಾಗುತ್ತಿದ್ದು, ವರ್ಷದೊಳಗೆ ಮರುಪಾವತಿ ಮಾಡಬೇಕಿದೆ.: [416, 268, 534, 379]
issue-date: ಗುರುವಾರ 3 ಡಿಸೆಂಬರ್ 2020: [781, 49, 919, 64]
dasara-inspection-image: [289, 619, 459, 731]
municipal-building-caption: ಪಾಲಿಕೆ ಆಯುಕ್ತ ಗುರುದತ್ ಹೆಗಡೆ: [573, 366, 639, 373]
hdk-box-3: ವರದಿಯಲ್ಲಿ ಪ್ರಮುಖ ಭ್ರಷ್ಟರ ಉಲ್ಲೇಖವಿಲ್ಲ: [464, 880, 650, 893]
cpi-banner-left: CPI: [689, 605, 713, 620]
hdk-bottom-rule: [288, 1146, 920, 1147]
section-title: ಮೈಸೂರು ನಗರ: [80, 48, 167, 68]
exam-sidebar: [134, 1124, 280, 1402]
dasara-photo-caption: ಮೈಸೂರಿನ ದಸರಾ ವಸ್ತು ಪ್ರದರ್ಶನ ಆವರಣದಲ್ಲಿ ಕರ್ನಾಟಕ ವಸ್ತು ಪ್ರದರ್ಶನ ಪ್ರಾಧಿಕಾರದ ನೂತನ ಅಧ್ಯಕ್ಷ ಹೇಮಂತಕುಮಾರ್ ಗೌಡ ಅಧಿಕಾರಿಗಳೊಂದಿಗೆ ಪರಿಶೀಲನೆ ನಡೆಸಿದರು.: [288, 732, 456, 747]
dasara-kicker: ➤ ಕೋವಿಡ್ ಮುನ್ನೆಚ್ಚರಿಕೆ ಕ್ರಮಗಳೊಂದಿಗೆ: [398, 514, 540, 526]
gram-panchayat-story: [24, 818, 280, 966]
cpi-protest-photo: [660, 552, 922, 672]
hdk-story: [288, 820, 650, 1120]
